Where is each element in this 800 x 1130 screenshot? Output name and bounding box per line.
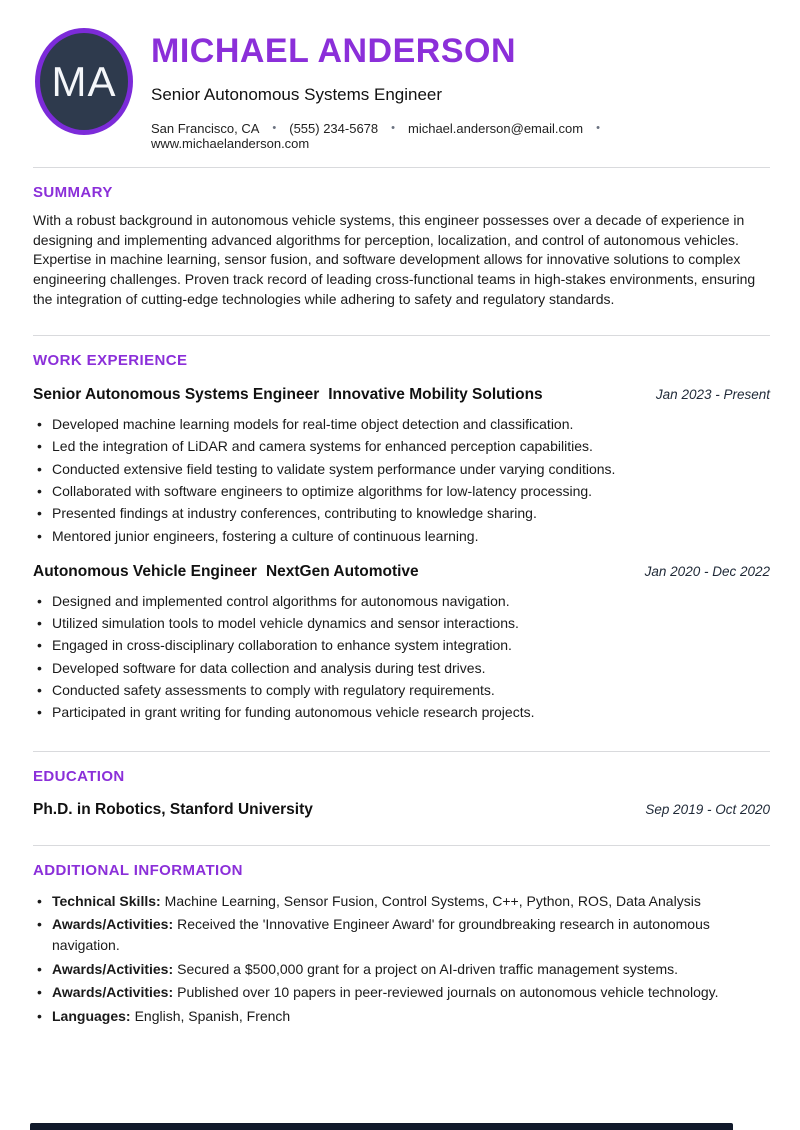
job-company: NextGen Automotive [265,562,419,580]
job-bullet: • Developed software for data collection and analysis during test drives. [33,658,770,678]
job-bullet: • Led the integration of LiDAR and camera systems for enhanced perception capabilities. [33,436,770,456]
section-divider [33,751,770,752]
item-label: Languages: [52,1008,131,1025]
candidate-name: MICHAEL ANDERSON [151,32,517,70]
education-row [33,801,770,819]
contact-location: San Francisco, CA [151,120,260,136]
additional-information-heading: ADDITIONAL INFORMATION [33,861,243,879]
candidate-job-title: Senior Autonomous Systems Engineer [151,84,443,104]
section-additional-information [33,862,770,1027]
item-text: Machine Learning, Sensor Fusion, Control Systems, C++, Python, ROS, Data Analysis [164,892,701,909]
header-text [151,28,770,151]
contact-email[interactable]: michael.anderson@email.com [408,120,584,136]
job-bullet: • Developed machine learning models for real-time object detection and classification. [33,414,770,434]
contact-phone[interactable]: (555) 234-5678 [289,120,379,136]
job-entry [33,386,770,546]
resume-header [0,0,800,151]
additional-item-award [33,914,770,955]
job-title-company [33,563,419,581]
job-bullet: • Mentored junior engineers, fostering a culture of continuous learning. [33,526,770,546]
section-education [33,768,770,819]
job-dates: Jan 2023 - Present [655,387,770,403]
item-text: Received the 'Innovative Engineer Award' for groundbreaking research in autonomous navigation. [52,916,710,953]
separator-dot: • [272,122,277,135]
separator-dot: • [391,122,395,135]
job-company: Innovative Mobility Solutions [328,386,543,404]
item-text: Secured a $500,000 grant for a project on AI-driven traffic management systems. [177,960,679,977]
job-bullet: • Presented findings at industry conferences, contributing to knowledge sharing. [33,503,770,523]
section-summary [33,184,770,310]
additional-item-languages [33,1006,770,1026]
job-bullet: • Conducted safety assessments to comply with regulatory requirements. [33,680,770,700]
item-text: English, Spanish, French [134,1008,291,1025]
item-text: Published over 10 papers in peer-reviewed journals on autonomous vehicle technology. [177,984,719,1001]
job-bullet-list [33,414,770,546]
job-dates: Jan 2020 - Dec 2022 [644,563,770,579]
job-title: Autonomous Vehicle Engineer [33,562,257,580]
job-bullet: • Engaged in cross-disciplinary collaboration to enhance system integration. [33,635,770,655]
additional-item-award [33,959,770,979]
contact-website[interactable]: www.michaelanderson.com [151,135,310,151]
job-bullet: • Conducted extensive field testing to validate system performance under varying conditions. [33,459,770,479]
education-degree: Ph.D. in Robotics, Stanford University [33,800,313,818]
resume-body [0,184,800,1027]
summary-heading: SUMMARY [33,183,113,201]
avatar [35,28,133,135]
job-entry [33,563,770,723]
job-header-row [33,386,770,404]
work-experience-heading: WORK EXPERIENCE [33,352,188,370]
job-title: Senior Autonomous Systems Engineer [33,386,320,404]
job-bullet: • Collaborated with software engineers to optimize algorithms for low-latency processing. [33,481,770,501]
item-label: Technical Skills: [52,892,161,909]
section-divider [33,335,770,336]
avatar-initials: MA [51,57,117,105]
separator-dot: • [596,122,600,135]
job-title-company [33,386,543,404]
next-page-edge-bar [30,1123,733,1130]
additional-list [33,891,770,1027]
contact-line [151,121,770,151]
additional-item-award [33,982,770,1002]
item-label: Awards/Activities: [52,984,174,1001]
header-divider [33,167,770,168]
item-label: Awards/Activities: [52,916,174,933]
section-divider [33,845,770,846]
job-bullet: • Utilized simulation tools to model vehicle dynamics and sensor interactions. [33,613,770,633]
additional-item-technical-skills [33,891,770,911]
section-work-experience [33,352,770,723]
job-bullet-list [33,591,770,723]
job-bullet: • Designed and implemented control algorithms for autonomous navigation. [33,591,770,611]
item-label: Awards/Activities: [52,960,174,977]
summary-text: With a robust background in autonomous vehicle systems, this engineer possesses over a decade of experience in designing and implementing advanced algorithms for perception, localization, and control of autonomous vehicles. Expertise in machine learning, sensor fusion, and software development allows for innovative solutions to complex engineering challenges. Proven track record of leading cross-functional teams in high-stakes environments, ensuring the integration of cutting-edge technologies while adhering to safety and regulatory standards. [33,211,756,308]
job-header-row [33,563,770,581]
education-dates: Sep 2019 - Oct 2020 [645,801,770,817]
job-bullet: • Participated in grant writing for funding autonomous vehicle research projects. [33,702,770,722]
education-heading: EDUCATION [33,767,125,785]
